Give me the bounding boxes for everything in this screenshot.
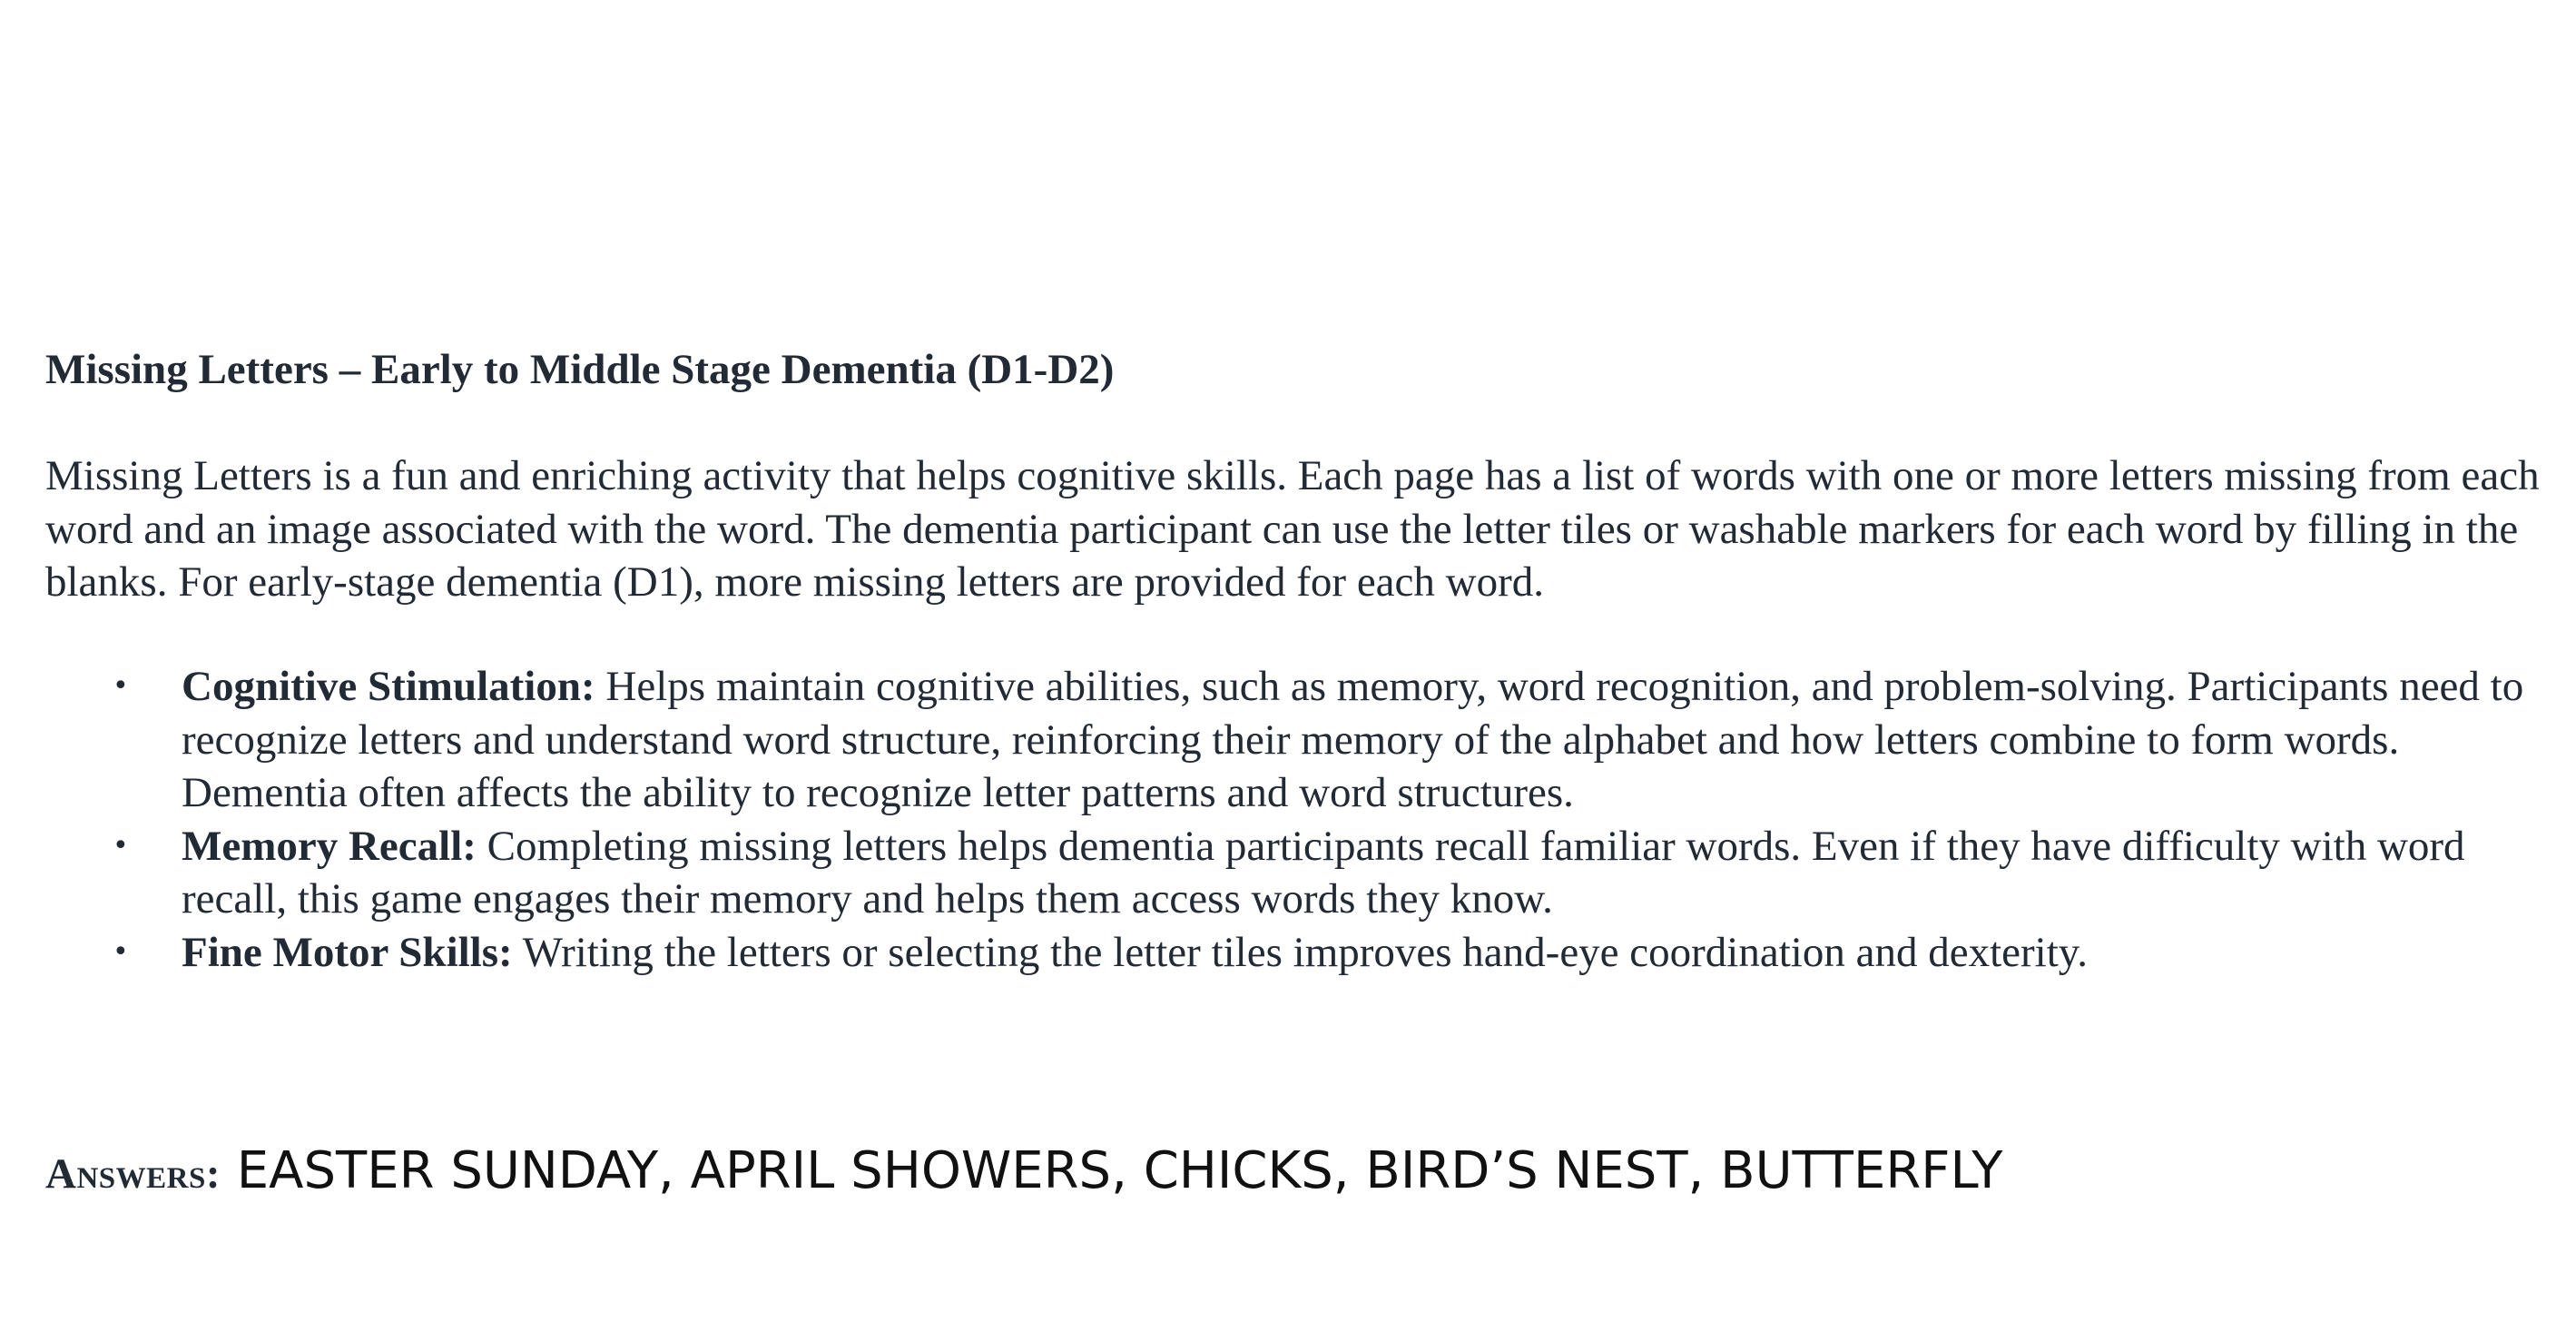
bullet-term: Memory Recall: xyxy=(182,822,477,870)
list-item-cognitive-stimulation xyxy=(45,660,2532,820)
answers-text: EASTER SUNDAY, APRIL SHOWERS, CHICKS, BIRD’S NEST, BUTTERFLY xyxy=(220,1141,2003,1200)
answers-line xyxy=(45,1135,2002,1220)
bullet-icon: • xyxy=(113,935,129,968)
answers-label: Answers: xyxy=(45,1150,221,1198)
benefits-list xyxy=(45,660,2532,979)
bullet-text: Completing missing letters helps dementia participants recall familiar words. Even if they have difficulty with word recall, this game engages their memory and helps them access words they know. xyxy=(182,822,2465,922)
bullet-icon: • xyxy=(113,670,129,702)
list-item-memory-recall xyxy=(45,820,2532,926)
bullet-icon: • xyxy=(113,829,129,862)
bullet-text: Writing the letters or selecting the letter tiles improves hand-eye coordination and dexterity. xyxy=(512,928,2088,976)
intro-paragraph: Missing Letters is a fun and enriching activity that helps cognitive skills. Each page has a list of words with one or more letters missing from each word and an image associated with the word. The dementia participant can use the letter tiles or washable markers for each word by filling in the blanks. For early-stage dementia (D1), more missing letters are provided for each word. xyxy=(45,452,2540,606)
bullet-term: Cognitive Stimulation: xyxy=(182,663,595,710)
bullet-text: Helps maintain cognitive abilities, such as memory, word recognition, and problem-solving. Participants need to recognize letters and understand word structure, reinforcing their memory of the alphabet and how letters combine to form words. Dementia often affects the ability to recognize letter patterns and word structures. xyxy=(182,663,2524,816)
page-title: Missing Letters – Early to Middle Stage Dementia (D1-D2) xyxy=(45,346,1115,393)
bullet-term: Fine Motor Skills: xyxy=(182,928,513,976)
list-item-fine-motor-skills xyxy=(45,926,2532,980)
